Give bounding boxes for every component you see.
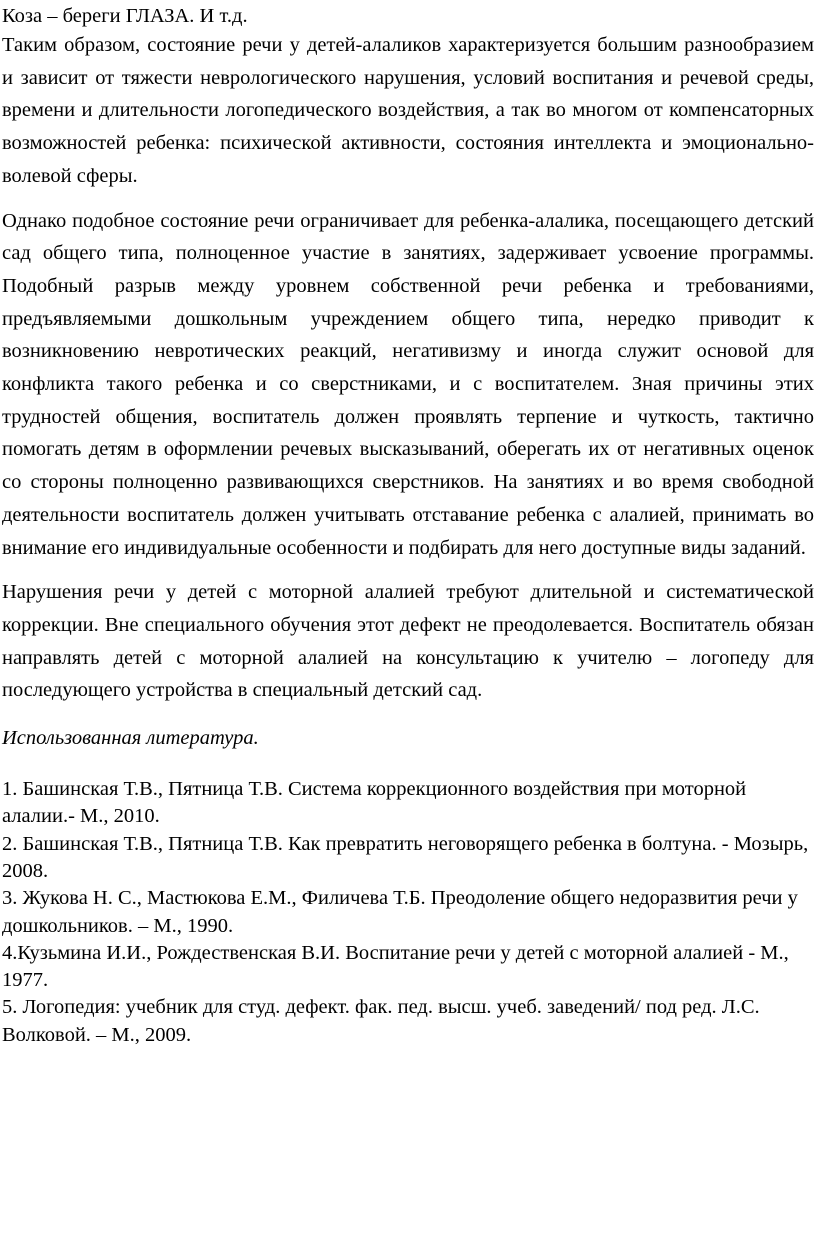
- reference-item-2: 2. Башинская Т.В., Пятница Т.В. Как превратить неговорящего ребенка в болтуна. - Мозырь, 2008.: [2, 832, 809, 882]
- reference-item-4: 4.Кузьмина И.И., Рождественская В.И. Воспитание речи у детей с моторной алалией - М., 1977.: [2, 941, 789, 992]
- paragraph-2: Однако подобное состояние речи ограничивает для ребенка-алалика, посещающего детский сад общего типа, полноценное участие в занятиях, задерживает усвоение программы. Подобный разрыв между уровнем собственной речи ребенка и требованиями, предъявляемыми дошкольным учреждением общего типа, нередко приводит к возникновению невротических реакций, негативизму и иногда служит основой для конфликта такого ребенка и со сверстниками, и с воспитателем. Зная причины этих трудностей общения, воспитатель должен проявлять терпение и чуткость, тактично помогать детям в оформлении речевых высказываний, оберегать их от негативных оценок со стороны полноценно развивающихся сверстников. На занятиях и во время свободной деятельности воспитатель должен учитывать отставание ребенка с алалией, принимать во внимание его индивидуальные особенности и подбирать для него доступные виды заданий.: [2, 209, 814, 559]
- first-line: Коза – береги ГЛАЗА. И т.д.: [2, 5, 248, 27]
- references-list: [2, 776, 814, 1049]
- reference-item-1: 1. Башинская Т.В., Пятница Т.В. Система коррекционного воздействия при моторной алалии.- М., 2010.: [2, 778, 747, 828]
- reference-item-3: 3. Жукова Н. С., Мастюкова Е.М., Филичева Т.Б. Преодоление общего недоразвития речи у дошкольников. – М., 1990.: [2, 887, 798, 937]
- paragraph-3: Нарушения речи у детей с моторной алалией требуют длительной и систематической коррекции. Вне специального обучения этот дефект не преодолевается. Воспитатель обязан направлять детей с моторной алалией на консультацию к учителю – логопеду для последующего устройства в специальный детский сад.: [2, 581, 814, 702]
- reference-item-5: 5. Логопедия: учебник для студ. дефект. фак. пед. высш. учеб. заведений/ под ред. Л.С. Волковой. – М., 2009.: [2, 996, 760, 1046]
- paragraph-1: Таким образом, состояние речи у детей-алаликов характеризуется большим разнообразием и зависит от тяжести неврологического нарушения, условий воспитания и речевой среды, времени и длительности логопедического воздействия, а так во многом от компенсаторных возможностей ребенка: психической активности, состояния интеллекта и эмоционально-волевой сферы.: [2, 34, 814, 187]
- references-title: Использованная литература.: [2, 727, 259, 750]
